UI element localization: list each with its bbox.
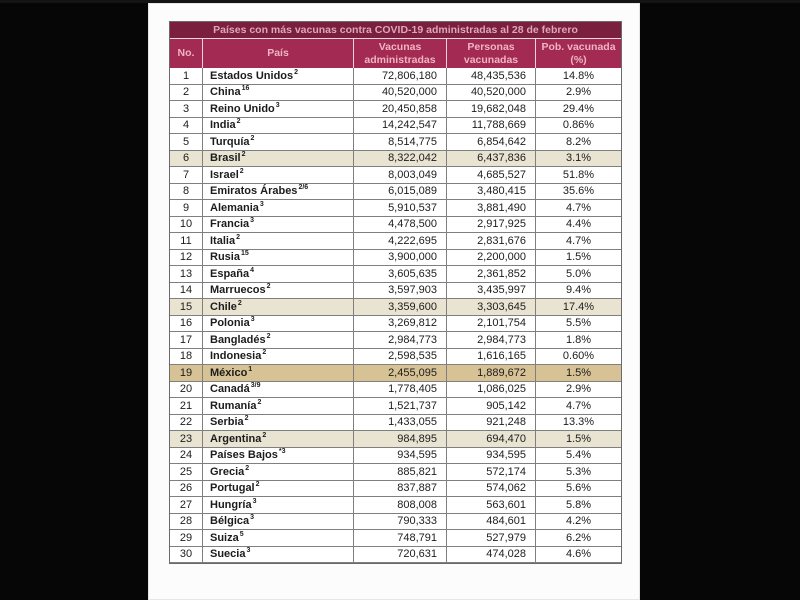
footnote-superscript: 15 [240,250,249,258]
table-row [170,530,621,547]
people-vaccinated-cell: 6,854,642 [447,134,536,151]
footnote-superscript: 3 [252,497,257,505]
footnote-superscript: 2 [239,167,244,175]
country-cell [203,167,354,184]
country-cell [203,464,354,481]
population-pct-cell: 4.4% [536,217,621,234]
country-name: Suecia [210,548,246,561]
column-header-country: País [203,39,354,68]
footnote-superscript: 2 [262,431,267,439]
vaccines-administered-cell: 20,450,858 [354,101,447,118]
people-vaccinated-cell: 2,361,852 [447,266,536,283]
table-row [170,365,621,382]
table-row [170,382,621,399]
country-name: China [210,86,241,99]
footnote-superscript: 2 [236,118,241,126]
country-cell [203,365,354,382]
people-vaccinated-cell: 474,028 [447,547,536,564]
country-cell [203,547,354,564]
population-pct-cell: 1.5% [536,250,621,267]
population-pct-cell: 1.5% [536,365,621,382]
column-header-no: No. [170,39,203,68]
footnote-superscript: *3 [278,448,286,456]
rank-cell: 2 [170,85,203,102]
vaccines-administered-cell: 837,887 [354,481,447,498]
population-pct-cell: 4.7% [536,200,621,217]
rank-cell: 6 [170,151,203,168]
population-pct-cell: 1.5% [536,431,621,448]
vaccines-administered-cell: 3,597,903 [354,283,447,300]
table-row [170,316,621,333]
country-cell [203,299,354,316]
vaccines-administered-cell: 748,791 [354,530,447,547]
vaccines-administered-cell: 2,984,773 [354,332,447,349]
country-cell [203,68,354,85]
footnote-superscript: 3 [275,101,280,109]
footnote-superscript: 2 [237,299,242,307]
rank-cell: 30 [170,547,203,564]
vaccines-administered-cell: 14,242,547 [354,118,447,135]
rank-cell: 29 [170,530,203,547]
country-cell [203,200,354,217]
rank-cell: 19 [170,365,203,382]
country-name: Hungría [210,498,252,511]
footnote-superscript: 3/9 [250,382,261,390]
rank-cell: 14 [170,283,203,300]
population-pct-cell: 4.7% [536,398,621,415]
rank-cell: 22 [170,415,203,432]
people-vaccinated-cell: 934,595 [447,448,536,465]
vaccines-administered-cell: 3,605,635 [354,266,447,283]
rank-cell: 13 [170,266,203,283]
people-vaccinated-cell: 2,101,754 [447,316,536,333]
table-row [170,118,621,135]
people-vaccinated-cell: 905,142 [447,398,536,415]
column-header-people: Personas vacunadas [447,39,536,68]
people-vaccinated-cell: 48,435,536 [447,68,536,85]
rank-cell: 17 [170,332,203,349]
people-vaccinated-cell: 3,303,645 [447,299,536,316]
people-vaccinated-cell: 6,437,836 [447,151,536,168]
footnote-superscript: 2 [244,415,249,423]
country-name: Argentina [210,432,262,445]
country-name: Israel [210,168,239,181]
vaccines-administered-cell: 1,433,055 [354,415,447,432]
country-name: Polonia [210,317,250,330]
population-pct-cell: 13.3% [536,415,621,432]
vaccines-administered-cell: 2,455,095 [354,365,447,382]
country-name: Estados Unidos [210,69,294,82]
people-vaccinated-cell: 484,601 [447,514,536,531]
vaccines-administered-cell: 3,359,600 [354,299,447,316]
population-pct-cell: 4.2% [536,514,621,531]
table-row [170,497,621,514]
people-vaccinated-cell: 694,470 [447,431,536,448]
population-pct-cell: 4.7% [536,233,621,250]
footnote-superscript: 2 [255,481,260,489]
table-row [170,68,621,85]
country-cell [203,431,354,448]
country-cell [203,283,354,300]
vaccines-administered-cell: 40,520,000 [354,85,447,102]
rank-cell: 3 [170,101,203,118]
country-cell [203,398,354,415]
vaccines-administered-cell: 1,521,737 [354,398,447,415]
table-row [170,547,621,564]
country-cell [203,184,354,201]
vaccines-administered-cell: 4,478,500 [354,217,447,234]
table-body [170,68,621,563]
vaccines-table [169,21,622,564]
population-pct-cell: 29.4% [536,101,621,118]
country-cell [203,151,354,168]
population-pct-cell: 9.4% [536,283,621,300]
population-pct-cell: 6.2% [536,530,621,547]
country-name: Chile [210,300,237,313]
rank-cell: 25 [170,464,203,481]
country-name: Reino Unido [210,102,275,115]
rank-cell: 8 [170,184,203,201]
footnote-superscript: 2 [266,283,271,291]
footnote-superscript: 2 [262,349,267,357]
country-cell [203,101,354,118]
rank-cell: 5 [170,134,203,151]
vaccines-administered-cell: 4,222,695 [354,233,447,250]
population-pct-cell: 5.8% [536,497,621,514]
people-vaccinated-cell: 3,881,490 [447,200,536,217]
vaccines-administered-cell: 934,595 [354,448,447,465]
country-cell [203,349,354,366]
vaccines-administered-cell: 720,631 [354,547,447,564]
country-cell [203,415,354,432]
footnote-superscript: 16 [241,85,250,93]
rank-cell: 18 [170,349,203,366]
vaccines-administered-cell: 2,598,535 [354,349,447,366]
rank-cell: 7 [170,167,203,184]
country-cell [203,514,354,531]
population-pct-cell: 0.86% [536,118,621,135]
footnote-superscript: 2 [266,332,271,340]
country-name: Rusia [210,251,240,264]
people-vaccinated-cell: 40,520,000 [447,85,536,102]
table-row [170,266,621,283]
people-vaccinated-cell: 572,174 [447,464,536,481]
country-cell [203,332,354,349]
footnote-superscript: 2 [294,68,299,76]
table-row [170,250,621,267]
country-name: Canadá [210,383,250,396]
footnote-superscript: 2 [250,134,255,142]
footnote-superscript: 1 [248,365,253,373]
country-cell [203,217,354,234]
rank-cell: 28 [170,514,203,531]
country-name: España [210,267,250,280]
footnote-superscript: 5 [239,530,244,538]
population-pct-cell: 5.3% [536,464,621,481]
country-cell [203,530,354,547]
table-row [170,167,621,184]
country-name: Bélgica [210,515,250,528]
people-vaccinated-cell: 2,917,925 [447,217,536,234]
table-row [170,349,621,366]
country-name: Serbia [210,416,244,429]
rank-cell: 9 [170,200,203,217]
country-name: Italia [210,234,236,247]
people-vaccinated-cell: 2,831,676 [447,233,536,250]
country-cell [203,316,354,333]
rank-cell: 21 [170,398,203,415]
vaccines-administered-cell: 6,015,089 [354,184,447,201]
table-row [170,415,621,432]
country-name: Alemania [210,201,259,214]
rank-cell: 24 [170,448,203,465]
country-name: Grecia [210,465,245,478]
people-vaccinated-cell: 1,889,672 [447,365,536,382]
table-row [170,398,621,415]
footnote-superscript: 4 [250,266,255,274]
people-vaccinated-cell: 574,062 [447,481,536,498]
country-cell [203,382,354,399]
rank-cell: 27 [170,497,203,514]
people-vaccinated-cell: 19,682,048 [447,101,536,118]
population-pct-cell: 5.0% [536,266,621,283]
table-row [170,514,621,531]
vaccines-administered-cell: 808,008 [354,497,447,514]
population-pct-cell: 0.60% [536,349,621,366]
country-name: Portugal [210,482,255,495]
people-vaccinated-cell: 2,200,000 [447,250,536,267]
table-row [170,85,621,102]
vaccines-administered-cell: 1,778,405 [354,382,447,399]
country-cell [203,481,354,498]
rank-cell: 12 [170,250,203,267]
vaccines-administered-cell: 984,895 [354,431,447,448]
population-pct-cell: 4.6% [536,547,621,564]
people-vaccinated-cell: 921,248 [447,415,536,432]
table-row [170,134,621,151]
footnote-superscript: 3 [250,316,255,324]
footnote-superscript: 2/6 [298,184,309,192]
document-page [148,3,640,600]
country-cell [203,85,354,102]
people-vaccinated-cell: 527,979 [447,530,536,547]
table-row [170,464,621,481]
column-header-vaccines: Vacunas administradas [354,39,447,68]
country-name: Países Bajos [210,449,278,462]
rank-cell: 26 [170,481,203,498]
country-cell [203,250,354,267]
table-row [170,217,621,234]
table-row [170,481,621,498]
country-cell [203,497,354,514]
footnote-superscript: 3 [259,200,264,208]
table-row [170,233,621,250]
vaccines-administered-cell: 790,333 [354,514,447,531]
vaccines-administered-cell: 72,806,180 [354,68,447,85]
footnote-superscript: 2 [236,233,240,241]
population-pct-cell: 3.1% [536,151,621,168]
table-row [170,283,621,300]
table-header-row [170,39,621,68]
population-pct-cell: 8.2% [536,134,621,151]
table-row [170,151,621,168]
vaccines-administered-cell: 8,322,042 [354,151,447,168]
people-vaccinated-cell: 1,086,025 [447,382,536,399]
people-vaccinated-cell: 11,788,669 [447,118,536,135]
people-vaccinated-cell: 3,480,415 [447,184,536,201]
rank-cell: 10 [170,217,203,234]
vaccines-administered-cell: 8,514,775 [354,134,447,151]
footnote-superscript: 2 [245,464,250,472]
people-vaccinated-cell: 1,616,165 [447,349,536,366]
country-cell [203,118,354,135]
table-row [170,448,621,465]
country-cell [203,448,354,465]
population-pct-cell: 1.8% [536,332,621,349]
people-vaccinated-cell: 4,685,527 [447,167,536,184]
rank-cell: 1 [170,68,203,85]
population-pct-cell: 2.9% [536,85,621,102]
country-name: India [210,119,236,132]
vaccines-administered-cell: 8,003,049 [354,167,447,184]
country-name: Brasil [210,152,241,165]
population-pct-cell: 51.8% [536,167,621,184]
rank-cell: 11 [170,233,203,250]
country-cell [203,266,354,283]
country-name: Turquía [210,135,250,148]
table-row [170,332,621,349]
population-pct-cell: 5.4% [536,448,621,465]
footnote-superscript: 2 [241,151,246,159]
country-name: Marruecos [210,284,266,297]
country-cell [203,134,354,151]
vaccines-administered-cell: 3,269,812 [354,316,447,333]
population-pct-cell: 17.4% [536,299,621,316]
table-title: Países con más vacunas contra COVID-19 administradas al 28 de febrero [170,22,621,39]
table-row [170,101,621,118]
column-header-pct: Pob. vacunada (%) [541,41,616,66]
table-row [170,184,621,201]
population-pct-cell: 14.8% [536,68,621,85]
table-row [170,299,621,316]
rank-cell: 23 [170,431,203,448]
country-name: Rumanía [210,399,257,412]
country-name: Emiratos Árabes [210,185,298,198]
country-cell [203,233,354,250]
rank-cell: 20 [170,382,203,399]
country-name: Suiza [210,531,239,544]
country-name: Francia [210,218,250,231]
population-pct-cell: 5.6% [536,481,621,498]
footnote-superscript: 2 [257,398,262,406]
people-vaccinated-cell: 3,435,997 [447,283,536,300]
population-pct-cell: 5.5% [536,316,621,333]
population-pct-cell: 2.9% [536,382,621,399]
country-name: Indonesia [210,350,262,363]
footnote-superscript: 3 [250,514,255,522]
rank-cell: 15 [170,299,203,316]
table-row [170,200,621,217]
vaccines-administered-cell: 3,900,000 [354,250,447,267]
population-pct-cell: 35.6% [536,184,621,201]
rank-cell: 16 [170,316,203,333]
vaccines-administered-cell: 5,910,537 [354,200,447,217]
footnote-superscript: 3 [246,547,251,555]
people-vaccinated-cell: 2,984,773 [447,332,536,349]
footnote-superscript: 3 [250,217,255,225]
people-vaccinated-cell: 563,601 [447,497,536,514]
vaccines-administered-cell: 885,821 [354,464,447,481]
country-name: Bangladés [210,333,266,346]
country-name: México [210,366,248,379]
table-row [170,431,621,448]
rank-cell: 4 [170,118,203,135]
